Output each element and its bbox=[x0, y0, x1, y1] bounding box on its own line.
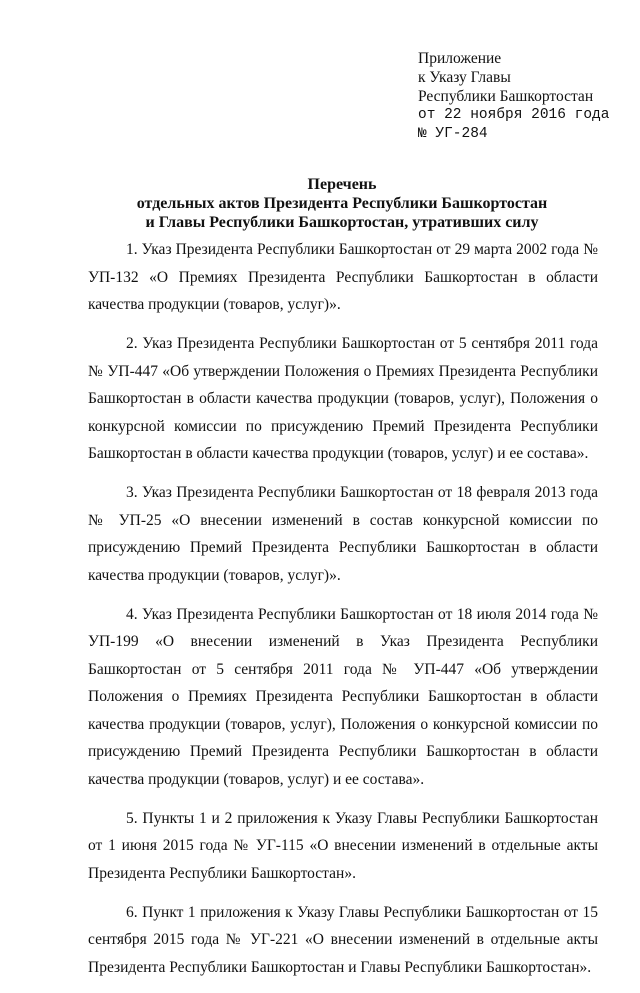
appendix-number: № УГ-284 bbox=[418, 126, 488, 142]
acts-list bbox=[88, 236, 598, 993]
title-line: и Главы Республики Башкортостан, утративших силу bbox=[145, 214, 539, 231]
list-item: 5. Пункты 1 и 2 приложения к Указу Главы Республики Башкортостан от 1 июня 2015 года № УГ-115 «О внесении изменений в отдельные акты Президента Республики Башкортостан». bbox=[88, 809, 598, 882]
list-item: 6. Пункт 1 приложения к Указу Главы Республики Башкортостан от 15 сентября 2015 года № УГ-221 «О внесении изменений в отдельные акты Президента Республики Башкортостан и Главы Республики Башкортостан». bbox=[88, 903, 598, 976]
appendix-line: Приложение bbox=[418, 50, 502, 67]
list-item: 2. Указ Президента Республики Башкортостан от 5 сентября 2011 года № УП-447 «Об утверждении Положения о Премиях Президента Республики Башкортостан в области качества продукции (товаров, услуг), Положения о конкурсной комиссии по присуждению Премий Президента Республики Башкортостан в области качества продукции (товаров, услуг) и ее состава». bbox=[88, 335, 598, 462]
list-item: 1. Указ Президента Республики Башкортостан от 29 марта 2002 года № УП-132 «О Премиях Президента Республики Башкортостан в области качества продукции (товаров, услуг)». bbox=[88, 241, 598, 313]
appendix-line: к Указу Главы bbox=[418, 69, 511, 86]
appendix-date: от 22 ноября 2016 года bbox=[418, 107, 610, 123]
title-line: отдельных актов Президента Республики Башкортостан bbox=[136, 195, 548, 212]
appendix-line: Республики Башкортостан bbox=[418, 88, 594, 105]
appendix-header bbox=[418, 49, 609, 144]
list-item: 3. Указ Президента Республики Башкортостан от 18 февраля 2013 года № УП-25 «О внесении изменений в состав конкурсной комиссии по присуждению Премий Президента Республики Башкортостан в области качества продукции (товаров, услуг)». bbox=[88, 484, 598, 584]
list-item: 4. Указ Президента Республики Башкортостан от 18 июля 2014 года № УП-199 «О внесении изменений в Указ Президента Республики Башкортостан от 5 сентября 2011 года № УП-447 «Об утверждении Положения о Премиях Президента Республики Башкортостан в области качества продукции (товаров, услуг), Положения о конкурсной комиссии по присуждению Премий Президента Республики Башкортостан в области качества продукции (товаров, услуг) и ее состава». bbox=[88, 605, 598, 788]
document-title bbox=[86, 175, 598, 232]
title-line: Перечень bbox=[307, 176, 377, 193]
